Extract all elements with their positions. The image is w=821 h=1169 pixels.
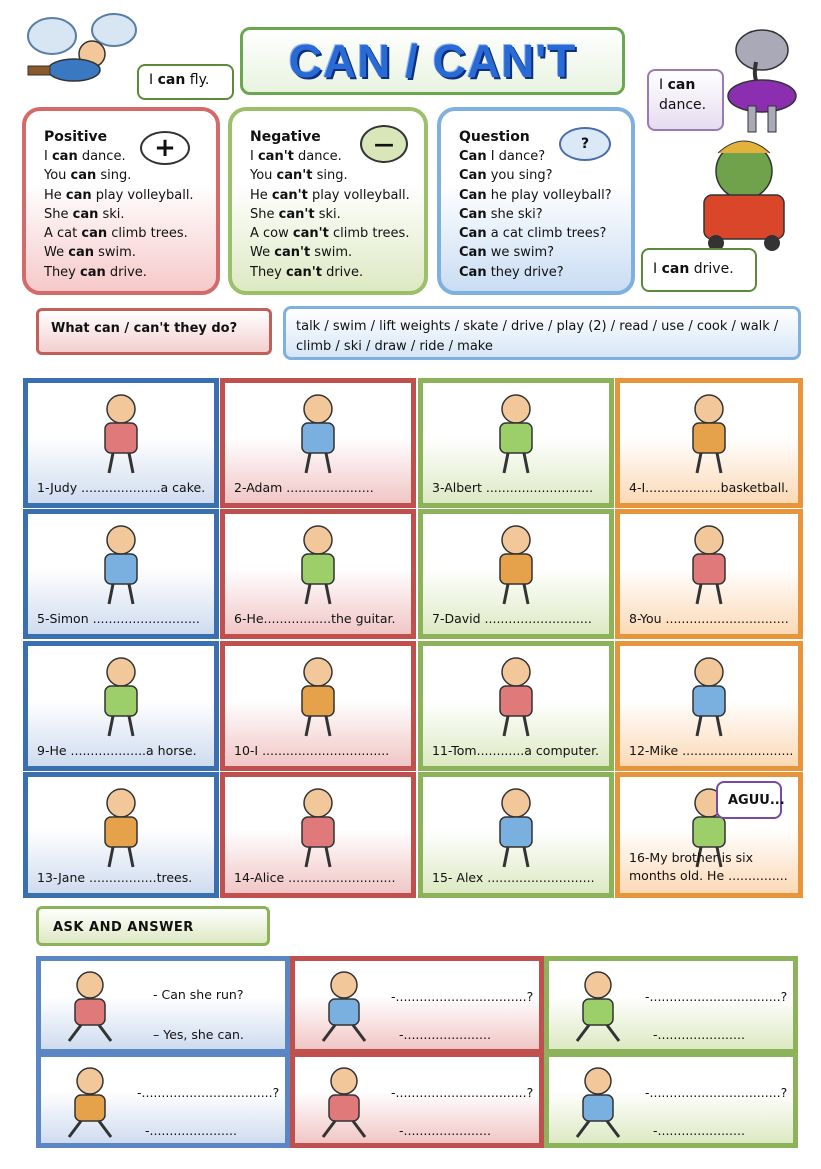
ask-answer-illustration <box>553 965 643 1045</box>
positive-example-line: He can play volleyball. <box>44 187 194 203</box>
blank-answer: -...................... <box>145 1123 237 1138</box>
exercise-illustration <box>456 389 576 475</box>
exercise-cell <box>23 772 219 898</box>
question-examples <box>459 147 631 282</box>
negative-heading: Negative <box>250 129 321 145</box>
exercise-caption: 16-My brother is six months old. He ............... <box>629 850 788 883</box>
ask-answer-cell <box>290 1052 544 1148</box>
positive-example-line: A cat can climb trees. <box>44 226 188 242</box>
positive-example-line: They can drive. <box>44 264 147 280</box>
positive-example-line: She can ski. <box>44 206 125 222</box>
exercise-caption: 8-You ............................... <box>629 611 789 626</box>
exercise-caption: 10-I ................................ <box>234 743 390 758</box>
exercise-cell <box>615 509 803 639</box>
exercise-illustration <box>258 783 378 869</box>
exercise-cell <box>23 378 219 508</box>
ask-answer-cell <box>290 956 544 1054</box>
negative-example-line: She can't ski. <box>250 206 341 222</box>
question-example-line: Can you sing? <box>459 168 553 184</box>
ask-answer-cell <box>36 956 290 1054</box>
speech-bubble-drive: I can drive. <box>641 248 757 292</box>
question-example-line: Can they drive? <box>459 264 564 280</box>
what-can-heading: What can / can't they do? <box>36 308 272 355</box>
exercise-caption: 5-Simon ........................... <box>37 611 200 626</box>
exercise-illustration <box>258 520 378 606</box>
minus-icon: — <box>360 125 408 163</box>
exercise-cell <box>220 509 416 639</box>
example-question: - Can she run? <box>153 987 244 1002</box>
exercise-caption: 11-Tom............a computer. <box>432 743 600 758</box>
question-example-line: Can we swim? <box>459 245 555 261</box>
exercise-illustration <box>61 652 181 738</box>
exercise-cell <box>220 378 416 508</box>
exercise-cell <box>615 641 803 771</box>
negative-example-line: He can't play volleyball. <box>250 187 410 203</box>
driving-ogre-illustration <box>688 135 800 253</box>
exercise-cell <box>418 509 614 639</box>
exercise-cell <box>220 641 416 771</box>
positive-example-line: You can sing. <box>44 168 132 184</box>
speech-bubble-fly: I can fly. <box>137 64 234 100</box>
negative-example-line: A cow can't climb trees. <box>250 226 410 242</box>
positive-heading: Positive <box>44 129 108 145</box>
question-box <box>437 107 635 295</box>
exercise-caption: 6-He.................the guitar. <box>234 611 396 626</box>
exercise-caption: 4-I...................basketball. <box>629 480 789 495</box>
exercise-caption: 12-Mike ............................ <box>629 743 794 758</box>
example-answer: – Yes, she can. <box>153 1027 244 1042</box>
ask-answer-illustration <box>45 1061 135 1141</box>
blank-question: -.................................? <box>645 1085 788 1100</box>
ask-answer-illustration <box>553 1061 643 1141</box>
speech-bubble-dance: I can dance. <box>647 69 724 131</box>
exercise-cell <box>220 772 416 898</box>
blank-answer: -...................... <box>399 1027 491 1042</box>
word-bank: talk / swim / lift weights / skate / drive / play (2) / read / use / cook / walk / climb / ski / draw / ride / make <box>283 306 801 360</box>
title-banner <box>240 27 625 95</box>
blank-question: -.................................? <box>137 1085 280 1100</box>
question-example-line: Can I dance? <box>459 149 546 164</box>
exercise-illustration <box>61 783 181 869</box>
exercise-illustration <box>649 520 769 606</box>
ask-answer-cell <box>36 1052 290 1148</box>
exercise-caption: 1-Judy ....................a cake. <box>37 480 206 495</box>
exercise-illustration <box>258 652 378 738</box>
exercise-illustration <box>456 783 576 869</box>
blank-question: -.................................? <box>645 989 788 1004</box>
blank-question: -.................................? <box>391 989 534 1004</box>
exercise-caption: 3-Albert ........................... <box>432 480 594 495</box>
exercise-cell <box>23 509 219 639</box>
exercise-cell <box>418 772 614 898</box>
negative-examples <box>250 147 424 282</box>
plus-icon: + <box>140 131 190 165</box>
ask-answer-illustration <box>299 965 389 1045</box>
question-heading: Question <box>459 129 530 145</box>
negative-example-line: They can't drive. <box>250 264 364 280</box>
exercise-illustration <box>456 520 576 606</box>
positive-examples <box>44 147 216 282</box>
speech-bubble-baby: AGUU... <box>716 781 782 819</box>
ask-answer-cell <box>544 956 798 1054</box>
exercise-caption: 13-Jane .................trees. <box>37 870 193 885</box>
ask-answer-illustration <box>299 1061 389 1141</box>
blank-answer: -...................... <box>653 1027 745 1042</box>
exercise-illustration <box>258 389 378 475</box>
exercise-illustration <box>61 389 181 475</box>
exercise-cell <box>615 772 803 898</box>
question-example-line: Can he play volleyball? <box>459 187 612 203</box>
question-mark-icon: ? <box>559 127 611 161</box>
ask-answer-heading: ASK AND ANSWER <box>36 906 270 946</box>
exercise-caption: 2-Adam ...................... <box>234 480 374 495</box>
negative-box <box>228 107 428 295</box>
blank-question: -.................................? <box>391 1085 534 1100</box>
question-example-line: Can she ski? <box>459 206 543 222</box>
ask-answer-illustration <box>45 965 135 1045</box>
dancing-elephant-illustration <box>716 26 808 138</box>
exercise-cell <box>615 378 803 508</box>
exercise-caption: 14-Alice ........................... <box>234 870 396 885</box>
positive-box <box>22 107 220 295</box>
exercise-cell <box>418 641 614 771</box>
negative-example-line: You can't sing. <box>250 168 348 184</box>
positive-example-line: We can swim. <box>44 245 136 261</box>
exercise-caption: 15- Alex ........................... <box>432 870 595 885</box>
exercise-cell <box>23 641 219 771</box>
negative-example-line: We can't swim. <box>250 245 353 261</box>
exercise-illustration <box>61 520 181 606</box>
exercise-caption: 7-David ........................... <box>432 611 592 626</box>
exercise-illustration <box>649 389 769 475</box>
flying-angel-illustration <box>14 8 140 100</box>
exercise-caption: 9-He ...................a horse. <box>37 743 197 758</box>
exercise-illustration <box>456 652 576 738</box>
ask-answer-cell <box>544 1052 798 1148</box>
positive-example-line: I can dance. <box>44 149 126 164</box>
blank-answer: -...................... <box>653 1123 745 1138</box>
exercise-illustration <box>649 652 769 738</box>
exercise-cell <box>418 378 614 508</box>
negative-example-line: I can't dance. <box>250 149 342 164</box>
page-title: CAN / CAN'T <box>288 35 577 87</box>
blank-answer: -...................... <box>399 1123 491 1138</box>
question-example-line: Can a cat climb trees? <box>459 226 607 242</box>
